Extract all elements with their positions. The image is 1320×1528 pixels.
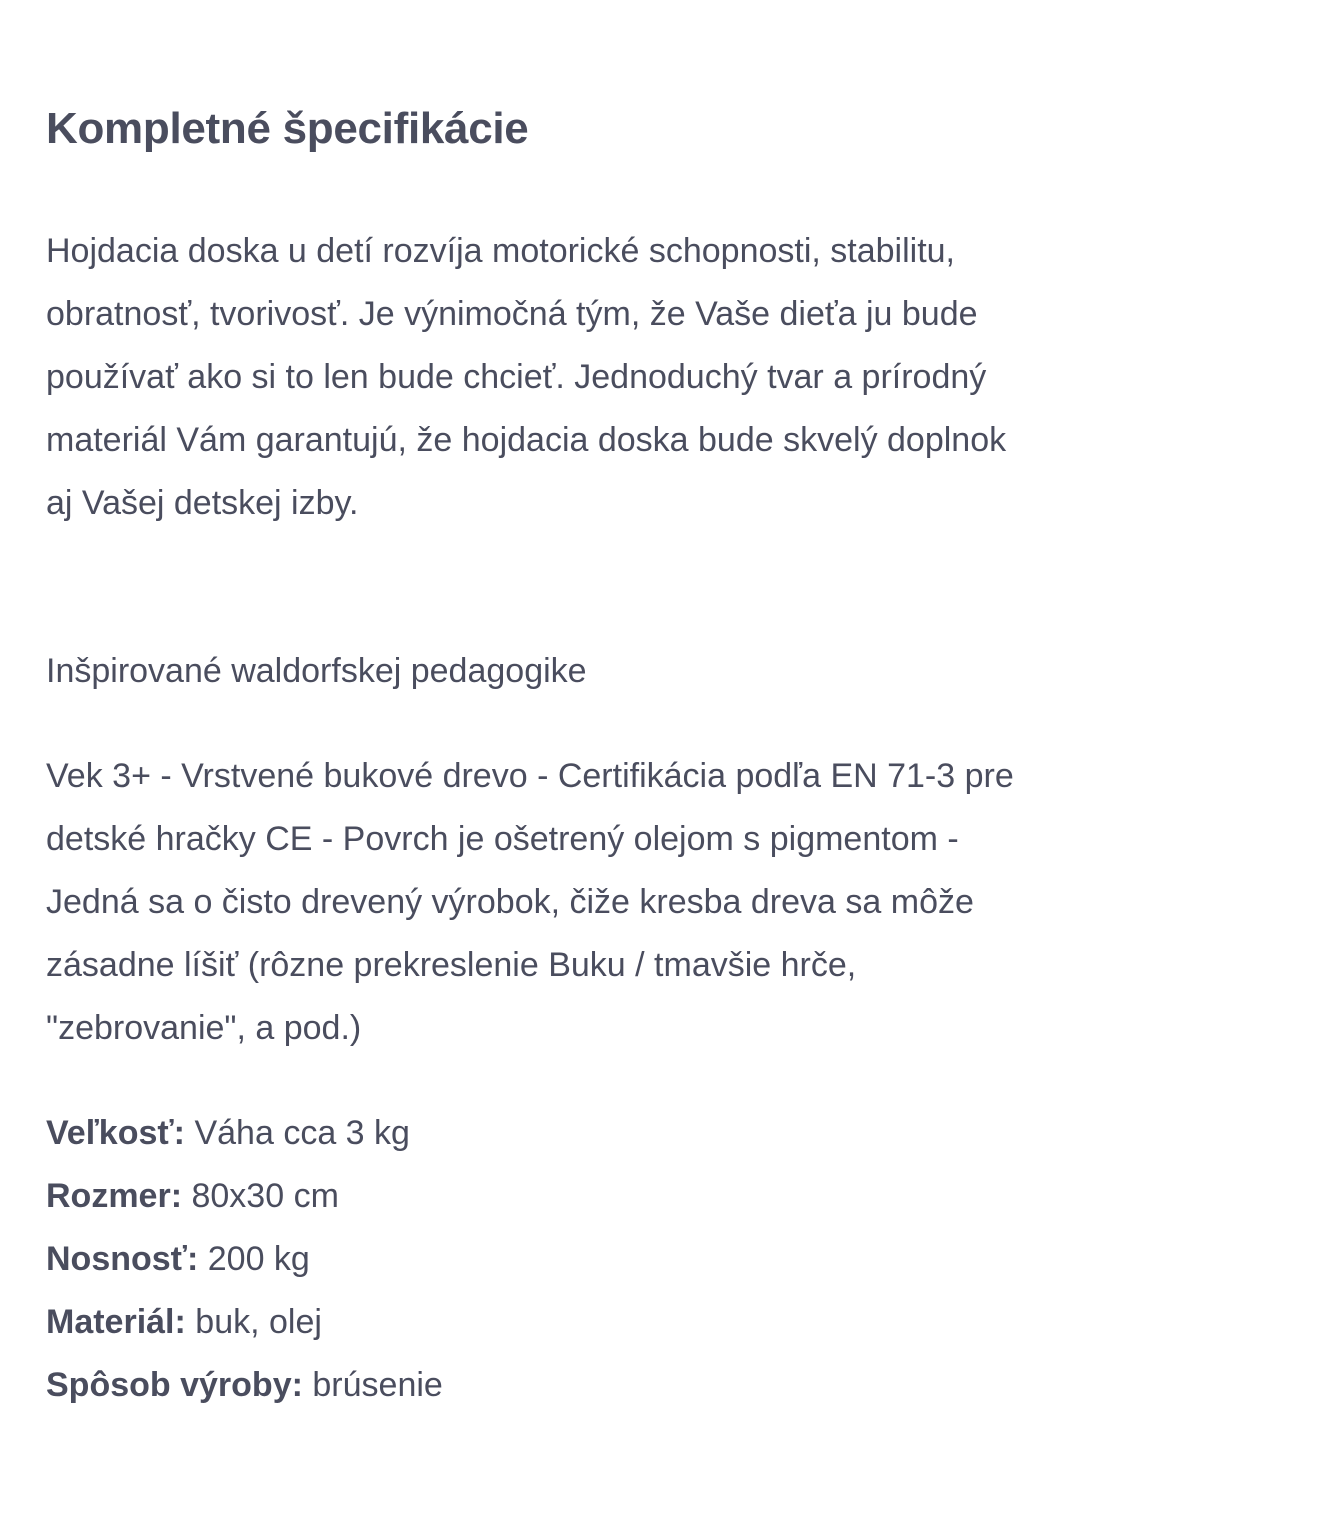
spec-label: Rozmer: (46, 1177, 183, 1215)
details-paragraph (46, 745, 1286, 1060)
description-paragraph (46, 220, 1286, 535)
description-line: obratnosť, tvorivosť. Je výnimočná tým, že Vaše dieťa ju bude (46, 295, 978, 333)
details-line: Jedná sa o čisto drevený výrobok, čiže kresba dreva sa môže (46, 883, 974, 921)
spec-row-production-method (46, 1354, 443, 1417)
spec-label: Nosnosť: (46, 1240, 199, 1278)
section-title: Kompletné špecifikácie (46, 104, 529, 153)
spec-row-size (46, 1102, 443, 1165)
spec-label: Veľkosť: (46, 1114, 186, 1152)
spec-value: buk, olej (195, 1303, 322, 1341)
description-line: používať ako si to len bude chcieť. Jednoduchý tvar a prírodný (46, 358, 987, 396)
details-line: "zebrovanie", a pod.) (46, 1009, 362, 1047)
description-line: aj Vašej detskej izby. (46, 484, 359, 522)
spec-label: Materiál: (46, 1303, 186, 1341)
spec-value: 200 kg (207, 1240, 310, 1278)
spec-row-dimensions (46, 1165, 443, 1228)
details-line: detské hračky CE - Povrch je ošetrený olejom s pigmentom - (46, 820, 959, 858)
details-line: Vek 3+ - Vrstvené bukové drevo - Certifikácia podľa EN 71-3 pre (46, 757, 1014, 795)
description-line: Hojdacia doska u detí rozvíja motorické schopnosti, stabilitu, (46, 232, 956, 270)
inspiration-text: Inšpirované waldorfskej pedagogike (46, 652, 587, 690)
spec-row-load-capacity (46, 1228, 443, 1291)
spec-value: brúsenie (312, 1366, 443, 1404)
description-line: materiál Vám garantujú, že hojdacia doska bude skvelý doplnok (46, 421, 1007, 459)
spec-row-material (46, 1291, 443, 1354)
spec-list (46, 1102, 443, 1417)
spec-value: Váha cca 3 kg (194, 1114, 410, 1152)
details-line: zásadne líšiť (rôzne prekreslenie Buku / tmavšie hrče, (46, 946, 857, 984)
spec-value: 80x30 cm (191, 1177, 339, 1215)
spec-label: Spôsob výroby: (46, 1366, 303, 1404)
